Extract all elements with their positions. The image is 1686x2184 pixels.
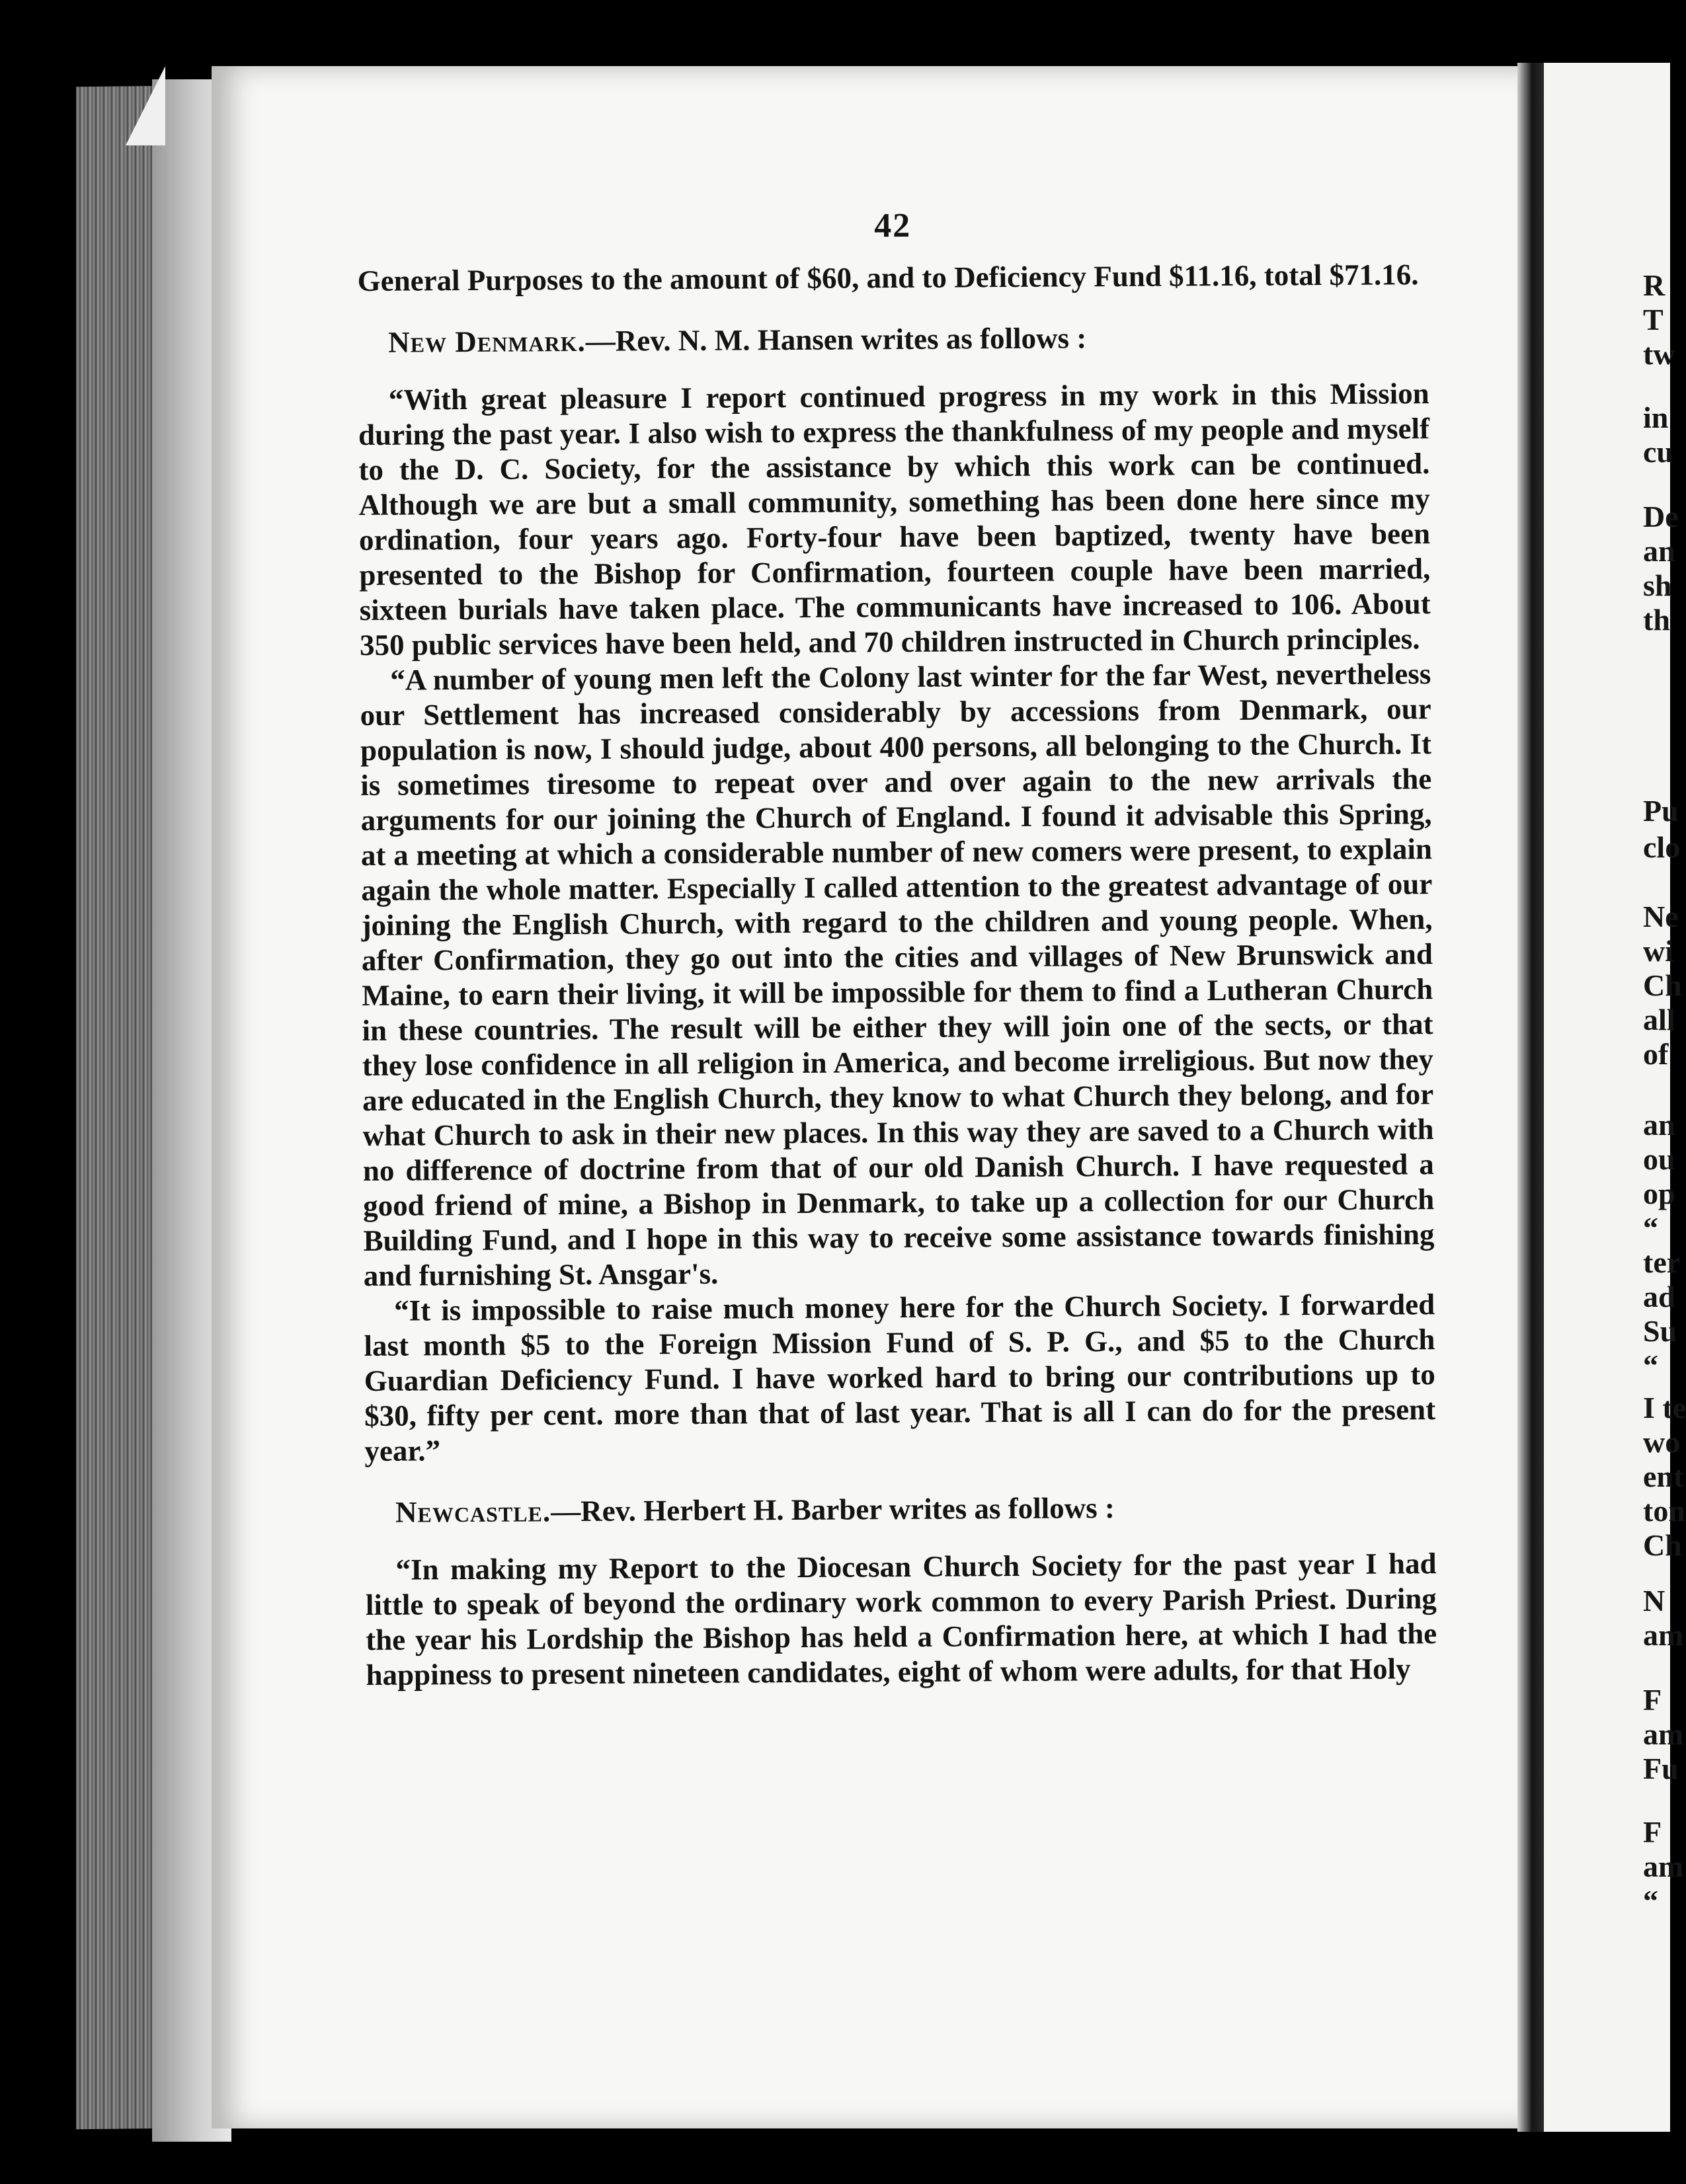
facing-page-fragment: ent <box>1643 1460 1684 1493</box>
facing-page-fragment: am <box>1643 1850 1684 1883</box>
section-place-name: New Denmark. <box>388 324 586 359</box>
facing-page-fragment: T <box>1643 303 1664 336</box>
facing-page-fragment: of <box>1643 1037 1669 1071</box>
facing-page-fragment: wo <box>1643 1425 1681 1459</box>
facing-page-fragment: clo <box>1643 830 1681 864</box>
facing-page-fragment: Ch <box>1643 1528 1682 1562</box>
facing-page-edge <box>1544 63 1686 2132</box>
letter-paragraph: “A number of young men left the Colony last winter for the far West, nevertheless our Settlement has increased considerably by accessions from Denmark, our population is now, I should judge, about 400 persons, all belonging to the Church. It is sometimes tiresome to repeat over and over again to the new arrivals the arguments for our joining the Church of England. I found it advisable this Spring, at a meeting at which a considerable number of new comers were present, to explain again the whole matter. Especially I called attention to the greatest advantage of our joining the English Church, with regard to the children and young people. When, after Confirmation, they go out into the cities and villages of New Brunswick and Maine, to earn their living, it will be impossible for them to find a Lutheran Church in these countries. The result will be either they will join one of the sects, or that they lose confidence in all religion in America, and become irreligious. But now they are educated in the English Church, they know to what Church they belong, and for what Church to ask in their new places. In this way they are saved to a Church with no difference of doctrine from that of our old Danish Church. I have requested a good friend of mine, a Bishop in Denmark, to take up a collection for our Church Building Fund, and I hope in this way to receive some assistance towards finishing and furnishing St. Ansgar's. <box>360 657 1435 1292</box>
facing-page-fragment: De <box>1643 500 1679 533</box>
facing-page-fragment: N <box>1643 1584 1666 1618</box>
facing-page-fragment: ton <box>1643 1494 1685 1528</box>
facing-page-fragment: op <box>1643 1177 1675 1210</box>
letter-paragraph: “It is impossible to raise much money here for the Church Society. I forwarded last month $5 to the Foreign Mission Fund of S. P. G., and $5 to the Church Guardian Deficiency Fund. I have worked hard to bring our contributions up to $30, fifty per cent. more than that of last year. That is all I can do for the present year.” <box>364 1288 1436 1467</box>
letter-paragraph: “In making my Report to the Diocesan Church Society for the past year I had little to speak of beyond the ordinary work common to every Parish Priest. During the year his Lordship the Bishop has held a Confirmation here, at which I had the happiness to present nineteen candidates, eight of whom were adults, for that Holy <box>365 1547 1437 1692</box>
facing-page-fragment: Ne <box>1643 900 1679 933</box>
facing-page-fragment: “ <box>1643 1211 1658 1245</box>
facing-page-fragment: “ <box>1643 1884 1658 1918</box>
section-heading-text: —Rev. Herbert H. Barber writes as follows : <box>551 1491 1115 1528</box>
page-number: 42 <box>873 206 912 245</box>
letter-paragraph: “With great pleasure I report continued progress in my work in this Mission during the past year. I also wish to express the thankfulness of my people and myself to the D. C. Society, for the assistance by which this work can be continued. Although we are but a small community, something has been done here since my ordination, four years ago. Forty-four have been baptized, twenty have been presented to the Bishop for Confirmation, fourteen couple have been married, sixteen burials have taken place. The communicants have increased to 106. About 350 public services have been held, and 70 children instructed in Church principles. <box>358 377 1431 662</box>
page-corner-fold <box>126 66 165 145</box>
facing-page-fragment: ter <box>1643 1245 1681 1279</box>
facing-page-fragment: Su <box>1643 1314 1677 1348</box>
facing-page-fragment: R <box>1643 268 1666 302</box>
section-heading-text: —Rev. N. M. Hansen writes as follows : <box>585 321 1087 358</box>
section-heading-newcastle <box>365 1489 1436 1530</box>
book-spine-shadow <box>1517 63 1544 2132</box>
section-heading-new-denmark <box>358 319 1429 360</box>
facing-page-fragment: sh <box>1643 568 1672 602</box>
facing-page-fragment: wi <box>1643 934 1673 968</box>
facing-page-fragment: F <box>1643 1815 1662 1849</box>
facing-page-fragment: tw <box>1643 337 1675 371</box>
facing-page-fragment: th <box>1643 603 1670 637</box>
section-place-name: Newcastle. <box>395 1495 551 1529</box>
facing-page-fragment: am <box>1643 1618 1684 1652</box>
facing-page-fragment: ad <box>1643 1280 1675 1313</box>
facing-page-fragment: cu <box>1643 435 1673 469</box>
facing-page-fragment: Pu <box>1643 794 1679 828</box>
opening-paragraph: General Purposes to the amount of $60, and to Deficiency Fund $11.16, total $71.16. <box>357 258 1419 297</box>
facing-page-fragment: an <box>1643 534 1675 568</box>
facing-page-fragment: all <box>1643 1003 1675 1036</box>
facing-page-fragment: am <box>1643 1717 1684 1751</box>
facing-page-fragment: an <box>1643 1108 1675 1142</box>
facing-page-fragment: ou <box>1643 1142 1675 1176</box>
page-text-block <box>357 205 1437 1693</box>
facing-page-fragment: I te <box>1643 1391 1686 1424</box>
book-page <box>212 66 1521 2128</box>
facing-page-fragment: “ <box>1643 1348 1658 1382</box>
facing-page-fragment: F <box>1643 1683 1662 1717</box>
facing-page-fragment: Ch <box>1643 968 1682 1002</box>
facing-page-fragment: Fu <box>1643 1752 1679 1785</box>
facing-page-fragment: in <box>1643 401 1669 434</box>
